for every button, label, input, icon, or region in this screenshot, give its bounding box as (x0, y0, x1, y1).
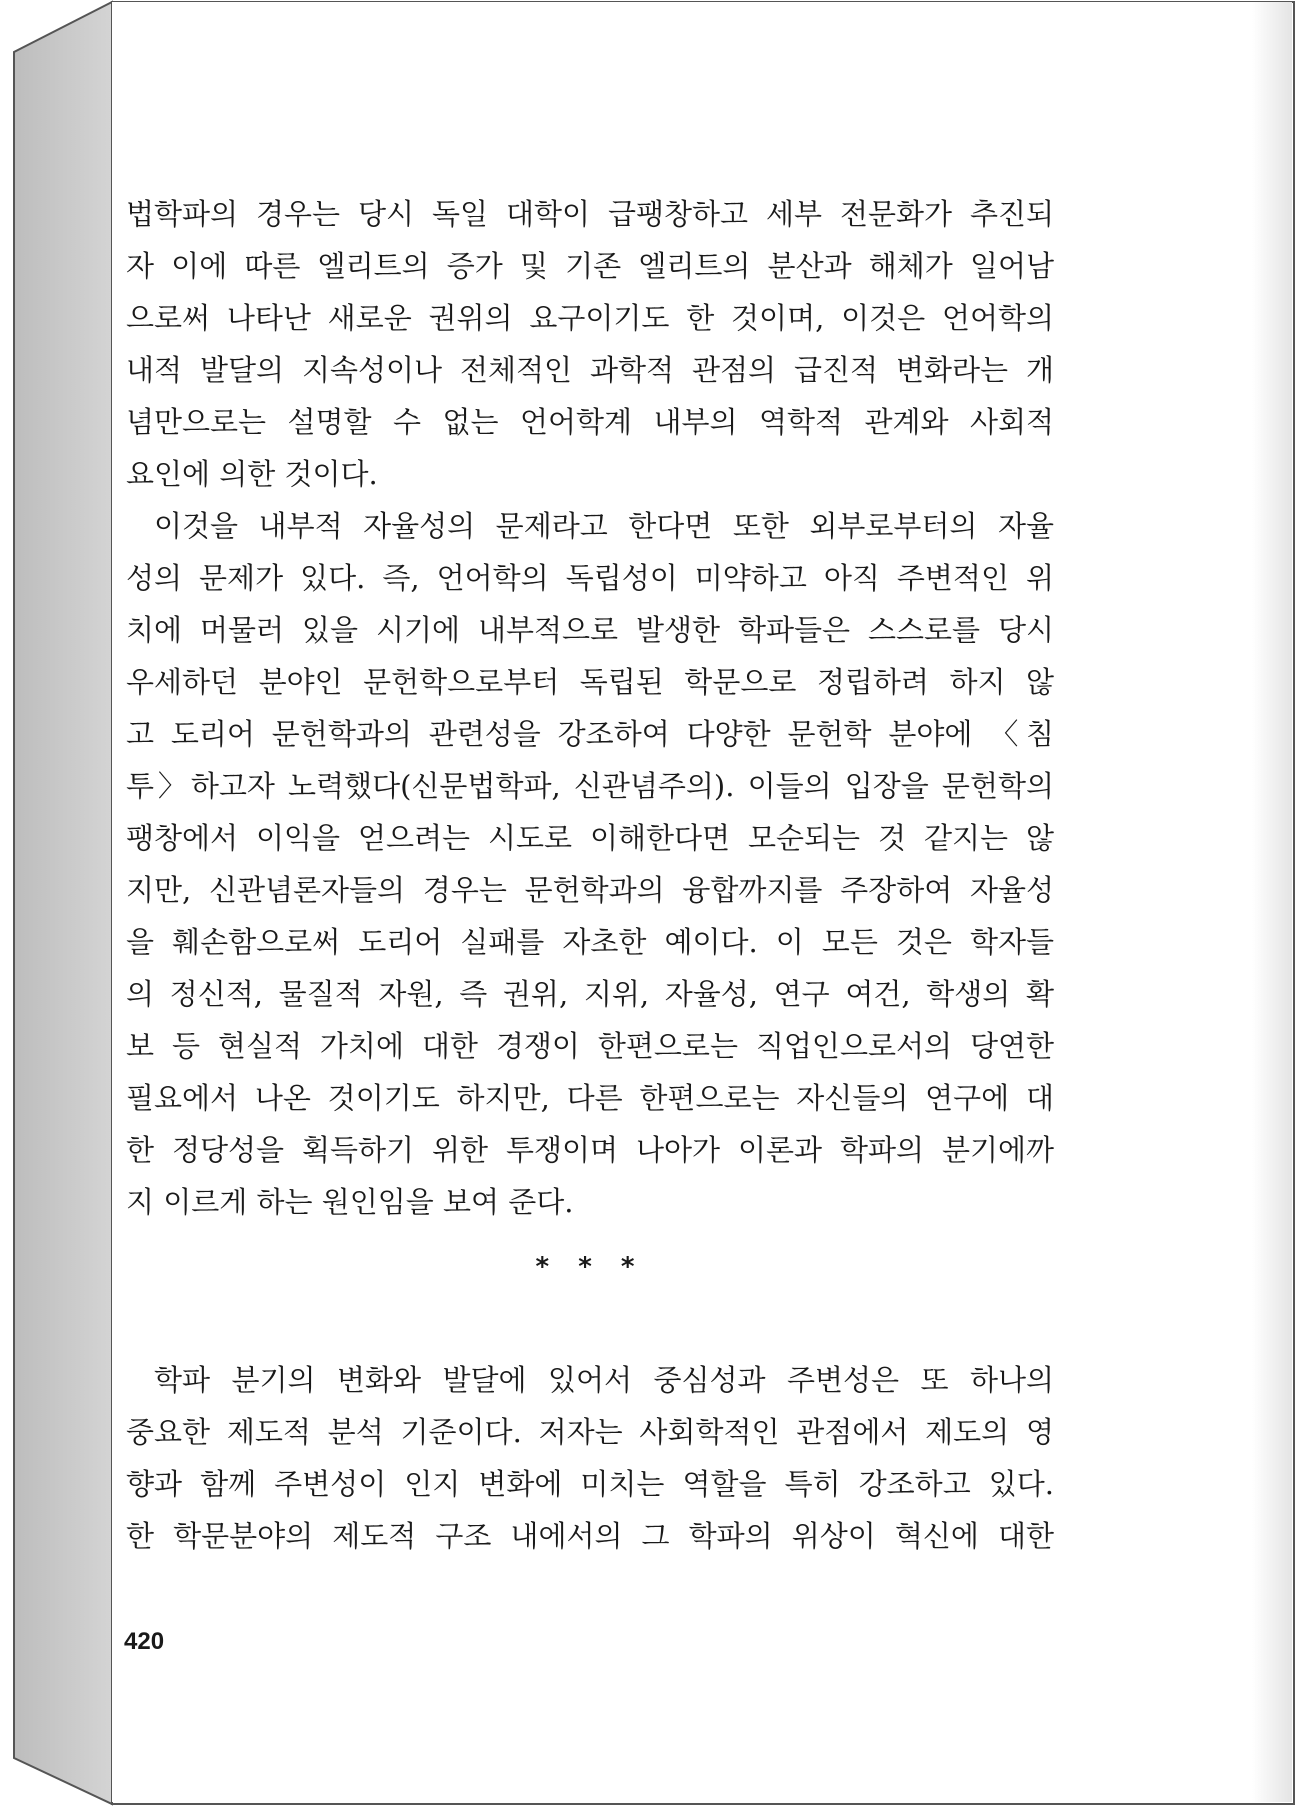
section-break-asterisks: * * * (535, 1252, 645, 1282)
text-line: 법학파의 경우는 당시 독일 대학이 급팽창하고 세부 전문화가 추진되 (126, 197, 1054, 231)
text-line: 내적 발달의 지속성이나 전체적인 과학적 관점의 급진적 변화라는 개 (126, 353, 1054, 387)
text-line: 성의 문제가 있다. 즉, 언어학의 독립성이 미약하고 아직 주변적인 위 (126, 561, 1054, 595)
text-line: 팽창에서 이익을 얻으려는 시도로 이해한다면 모순되는 것 같지는 않 (126, 821, 1054, 855)
page-number: 420 (124, 1628, 165, 1655)
text-line: 투〉하고자 노력했다(신문법학파, 신관념주의). 이들의 입장을 문헌학의 (126, 769, 1054, 803)
text-line: 학파 분기의 변화와 발달에 있어서 중심성과 주변성은 또 하나의 (154, 1363, 1054, 1397)
text-line: 념만으로는 설명할 수 없는 언어학계 내부의 역학적 관계와 사회적 (126, 405, 1054, 439)
body-text-lower (126, 1354, 1054, 1562)
text-line: 보 등 현실적 가치에 대한 경쟁이 한편으로는 직업인으로서의 당연한 (126, 1029, 1054, 1063)
text-line: 한 정당성을 획득하기 위한 투쟁이며 나아가 이론과 학파의 분기에까 (126, 1133, 1054, 1167)
text-line: 요인에 의한 것이다. (126, 457, 378, 491)
text-line: 을 훼손함으로써 도리어 실패를 자초한 예이다. 이 모든 것은 학자들 (126, 925, 1054, 959)
text-line: 지만, 신관념론자들의 경우는 문헌학과의 융합까지를 주장하여 자율성 (126, 873, 1054, 907)
text-line: 고 도리어 문헌학과의 관련성을 강조하여 다양한 문헌학 분야에 〈침 (126, 717, 1054, 751)
text-line: 자 이에 따른 엘리트의 증가 및 기존 엘리트의 분산과 해체가 일어남 (126, 249, 1054, 283)
text-line: 이것을 내부적 자율성의 문제라고 한다면 또한 외부로부터의 자율 (154, 509, 1054, 543)
text-line: 중요한 제도적 분석 기준이다. 저자는 사회학적인 관점에서 제도의 영 (126, 1415, 1054, 1449)
text-line: 으로써 나타난 새로운 권위의 요구이기도 한 것이며, 이것은 언어학의 (126, 301, 1054, 335)
text-line: 의 정신적, 물질적 자원, 즉 권위, 지위, 자율성, 연구 여건, 학생의 확 (126, 977, 1054, 1011)
body-text-upper (126, 188, 1054, 1228)
page-edge-shadow (1252, 2, 1292, 1802)
text-line: 필요에서 나온 것이기도 하지만, 다른 한편으로는 자신들의 연구에 대 (126, 1081, 1054, 1115)
text-line: 치에 머물러 있을 시기에 내부적으로 발생한 학파들은 스스로를 당시 (126, 613, 1054, 647)
text-line: 우세하던 분야인 문헌학으로부터 독립된 학문으로 정립하려 하지 않 (126, 665, 1054, 699)
text-line: 지 이르게 하는 원인임을 보여 준다. (126, 1185, 574, 1219)
text-line: 향과 함께 주변성이 인지 변화에 미치는 역할을 특히 강조하고 있다. (126, 1467, 1054, 1501)
text-line: 한 학문분야의 제도적 구조 내에서의 그 학파의 위상이 혁신에 대한 (126, 1519, 1054, 1553)
